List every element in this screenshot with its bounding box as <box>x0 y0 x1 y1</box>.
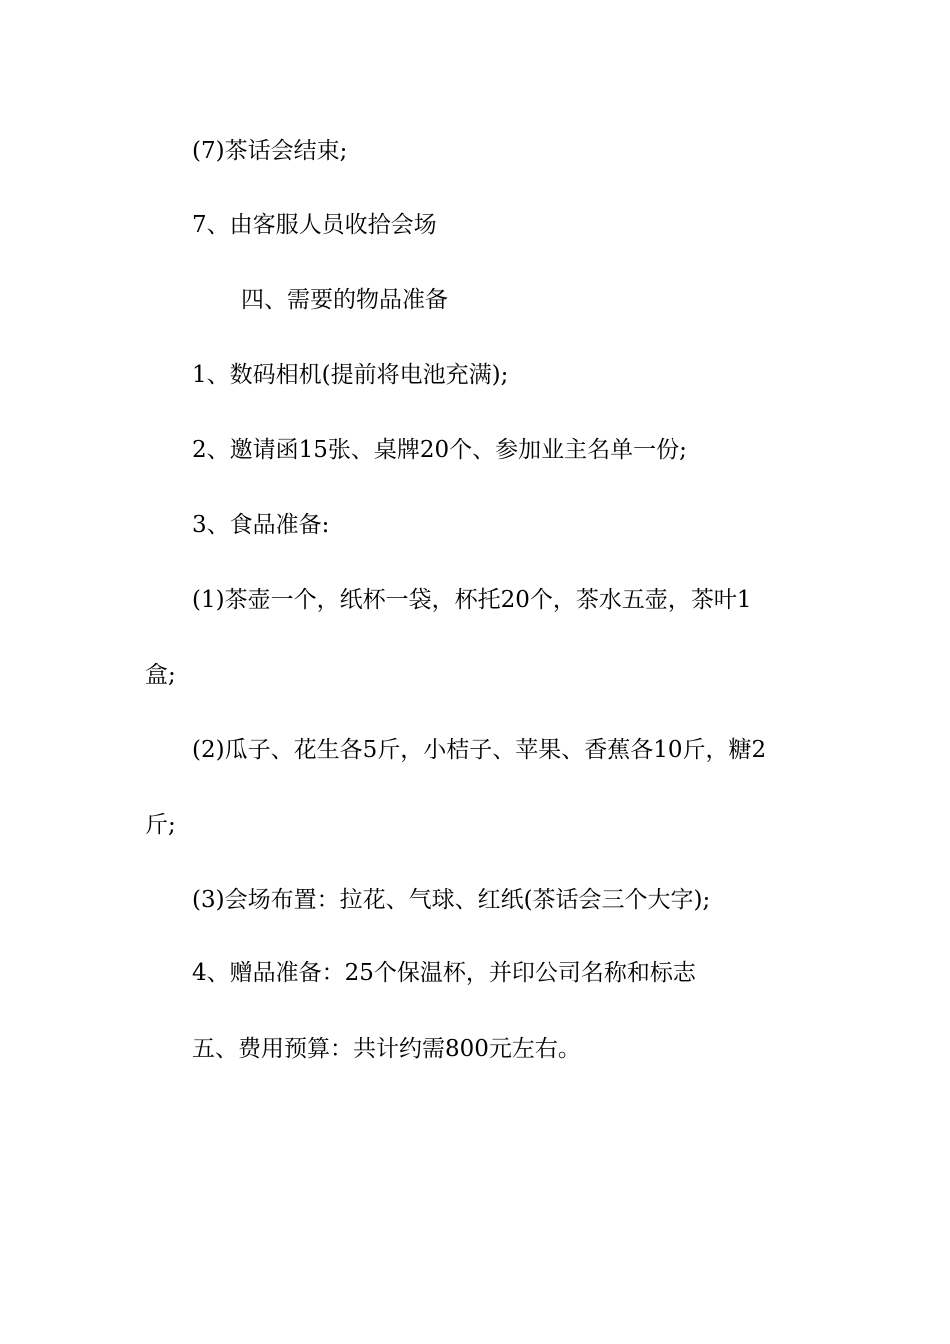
paragraph-line: (3)会场布置：拉花、气球、红纸(茶话会三个大字); <box>192 887 711 913</box>
paragraph-line: (1)茶壶一个，纸杯一袋，杯托20个，茶水五壶，茶叶1 <box>192 587 752 613</box>
paragraph-line: 1、数码相机(提前将电池充满); <box>192 362 509 388</box>
paragraph-line: (2)瓜子、花生各5斤，小桔子、苹果、香蕉各10斤，糖2 <box>192 737 767 763</box>
paragraph-line: 3、食品准备: <box>192 512 330 538</box>
paragraph-line-continuation: 斤; <box>145 812 176 838</box>
paragraph-line: 2、邀请函15张、桌牌20个、参加业主名单一份; <box>192 437 687 463</box>
paragraph-line-continuation: 盒; <box>145 662 176 688</box>
section-heading: 四、需要的物品准备 <box>241 287 448 313</box>
paragraph-line: (7)茶话会结束; <box>192 138 348 164</box>
section-heading: 五、费用预算：共计约需800元左右。 <box>192 1036 581 1062</box>
paragraph-line: 7、由客服人员收拾会场 <box>192 212 437 238</box>
paragraph-line: 4、赠品准备：25个保温杯，并印公司名称和标志 <box>192 960 696 986</box>
